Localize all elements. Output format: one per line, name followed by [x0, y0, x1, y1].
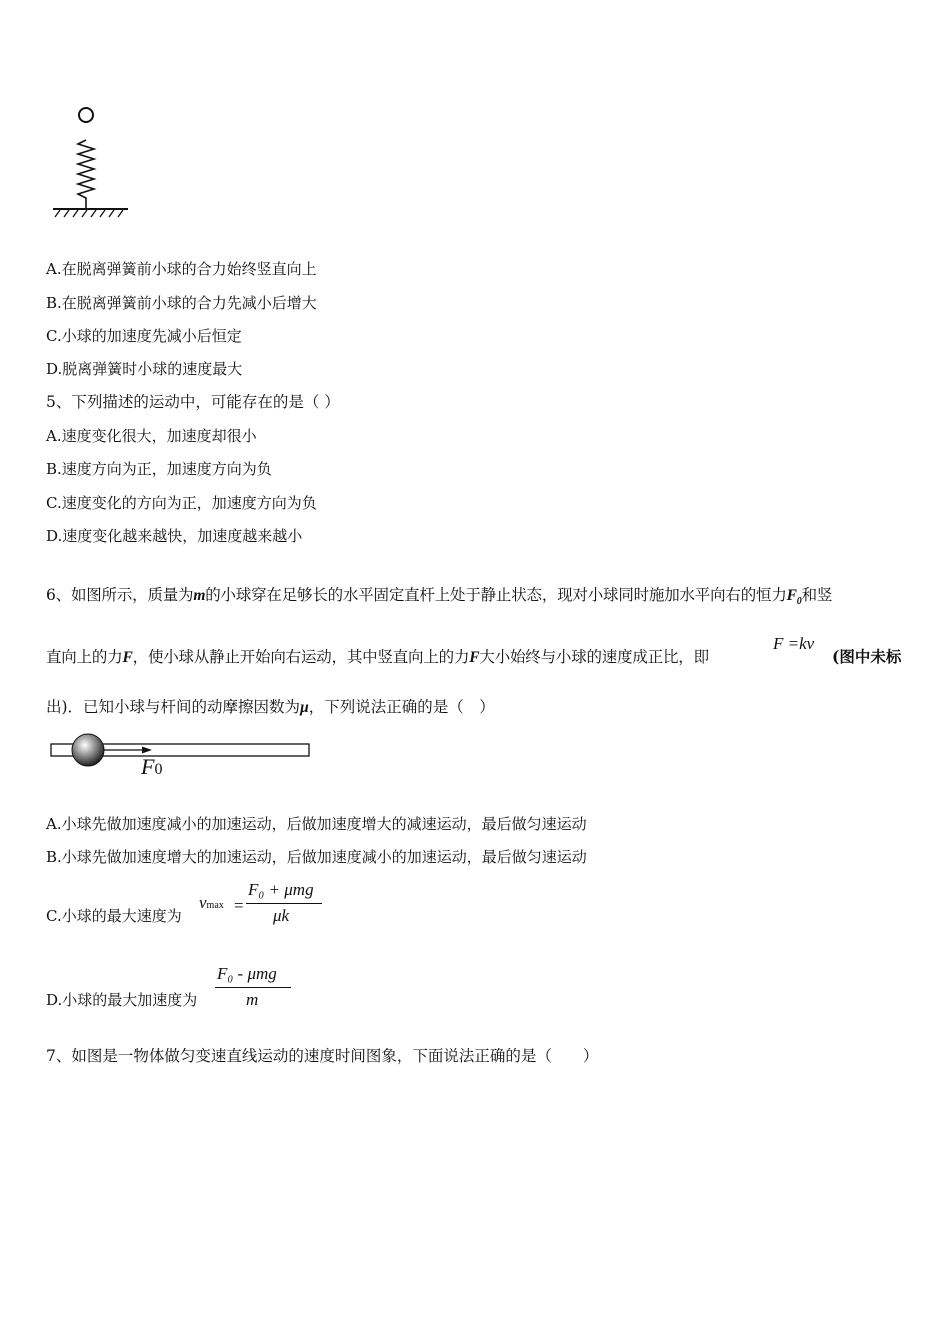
mu-symbol: μ	[300, 699, 309, 716]
q6-stem-line2-end: (图中未标	[832, 647, 902, 666]
q6-option-b: B.小球先做加速度增大的加速运动，后做加速度减小的加速运动，最后做匀速运动	[46, 848, 587, 866]
fraction-denominator: m	[246, 990, 259, 1009]
q5-option-a: A.速度变化很大，加速度却很小	[46, 427, 257, 445]
mass-symbol: m	[193, 587, 206, 604]
q4-option-b: B.在脱离弹簧前小球的合力先减小后增大	[46, 294, 317, 312]
force-f-symbol: F	[122, 649, 133, 666]
spring-figure	[48, 100, 138, 230]
q6-option-d-text: D.小球的最大加速度为	[46, 991, 198, 1009]
q5-stem: 5、下列描述的运动中，可能存在的是（ ）	[46, 393, 340, 411]
max-acceleration-fraction	[215, 964, 293, 1012]
q5-option-c: C.速度变化的方向为正，加速度方向为负	[46, 494, 317, 512]
fraction-denominator: μk	[273, 906, 290, 925]
q6-stem-line3: 出)．已知小球与杆间的动摩擦因数为μ，下列说法正确的是（ ）	[46, 698, 495, 716]
q4-option-d: D.脱离弹簧时小球的速度最大	[46, 360, 243, 378]
fraction-numerator: F₀ - μmg	[217, 964, 277, 983]
vmax-symbol: vmax	[199, 893, 224, 912]
figure-f0-label: F0	[141, 754, 163, 779]
spring-icon	[78, 140, 94, 208]
q5-option-b: B.速度方向为正，加速度方向为负	[46, 460, 272, 478]
ball-icon	[72, 734, 104, 766]
q6-stem-line1: 6、如图所示，质量为m的小球穿在足够长的水平固定直杆上处于静止状态，现对小球同时施加水平向右的恒力$F_0$和竖	[46, 586, 833, 608]
q6-option-a: A.小球先做加速度减小的加速运动，后做加速度增大的减速运动，最后做匀速运动	[46, 815, 587, 833]
q7-stem: 7、如图是一物体做匀变速直线运动的速度时间图象，下面说法正确的是（ ）	[46, 1047, 599, 1065]
force-f0-symbol: $F_0$	[786, 587, 802, 608]
rod-figure	[48, 734, 328, 784]
max-velocity-fraction	[246, 880, 324, 928]
q4-option-c: C.小球的加速度先减小后恒定	[46, 327, 242, 345]
formula-f-kv: F =kv	[773, 634, 815, 653]
q6-stem-line2: 直向上的力F，使小球从静止开始向右运动，其中竖直向上的力F大小始终与小球的速度成正比，即	[46, 648, 709, 666]
ball-icon	[79, 108, 93, 122]
q4-option-a: A.在脱离弹簧前小球的合力始终竖直向上	[46, 260, 317, 278]
equals-sign: =	[234, 896, 244, 915]
q5-option-d: D.速度变化越来越快，加速度越来越小	[46, 527, 303, 545]
fraction-numerator: F₀ + μmg	[248, 880, 314, 899]
q6-option-c-text: C.小球的最大速度为	[46, 907, 182, 925]
